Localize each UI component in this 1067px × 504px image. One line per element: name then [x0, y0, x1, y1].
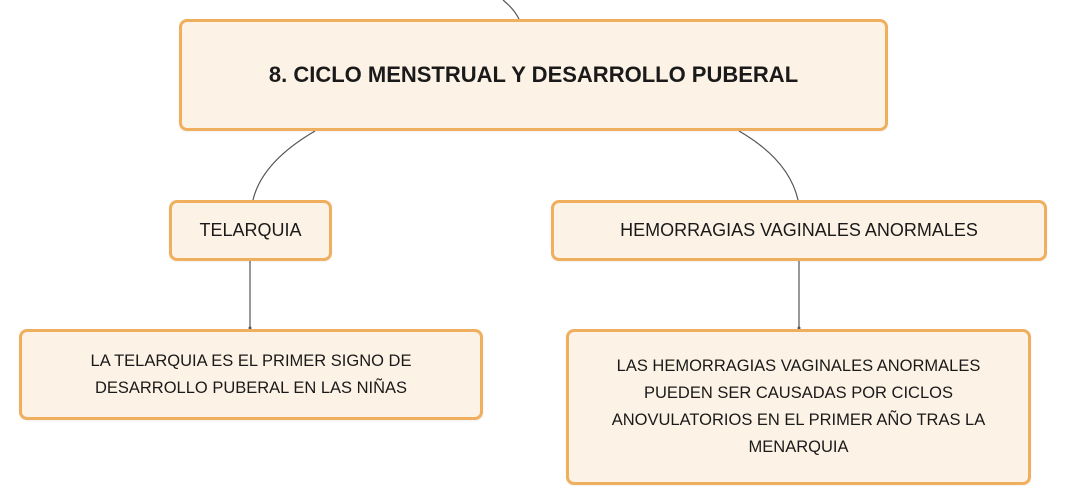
connector-parent-to-root [503, 0, 519, 19]
node-label: LA TELARQUIA ES EL PRIMER SIGNO DE DESARROLLO PUBERAL EN LAS NIÑAS [90, 351, 412, 397]
node-label: LAS HEMORRAGIAS VAGINALES ANORMALES PUEDEN SER CAUSADAS POR CICLOS ANOVULATORIOS EN EL PRIMER AÑO TRAS LA MENARQUIA [611, 357, 986, 456]
node-hemorragias-vaginales[interactable] [551, 200, 1047, 261]
connector-root-to-telarquia [253, 131, 315, 200]
node-label: HEMORRAGIAS VAGINALES ANORMALES [620, 220, 978, 240]
node-root-ciclo-menstrual[interactable] [179, 19, 888, 131]
node-label: 8. CICLO MENSTRUAL Y DESARROLLO PUBERAL [268, 62, 799, 87]
node-label: TELARQUIA [199, 220, 302, 240]
connector-root-to-hemorragias [739, 131, 798, 200]
node-telarquia-description[interactable] [19, 329, 483, 420]
node-telarquia[interactable] [169, 200, 332, 261]
node-hemorragias-description[interactable] [566, 329, 1031, 485]
